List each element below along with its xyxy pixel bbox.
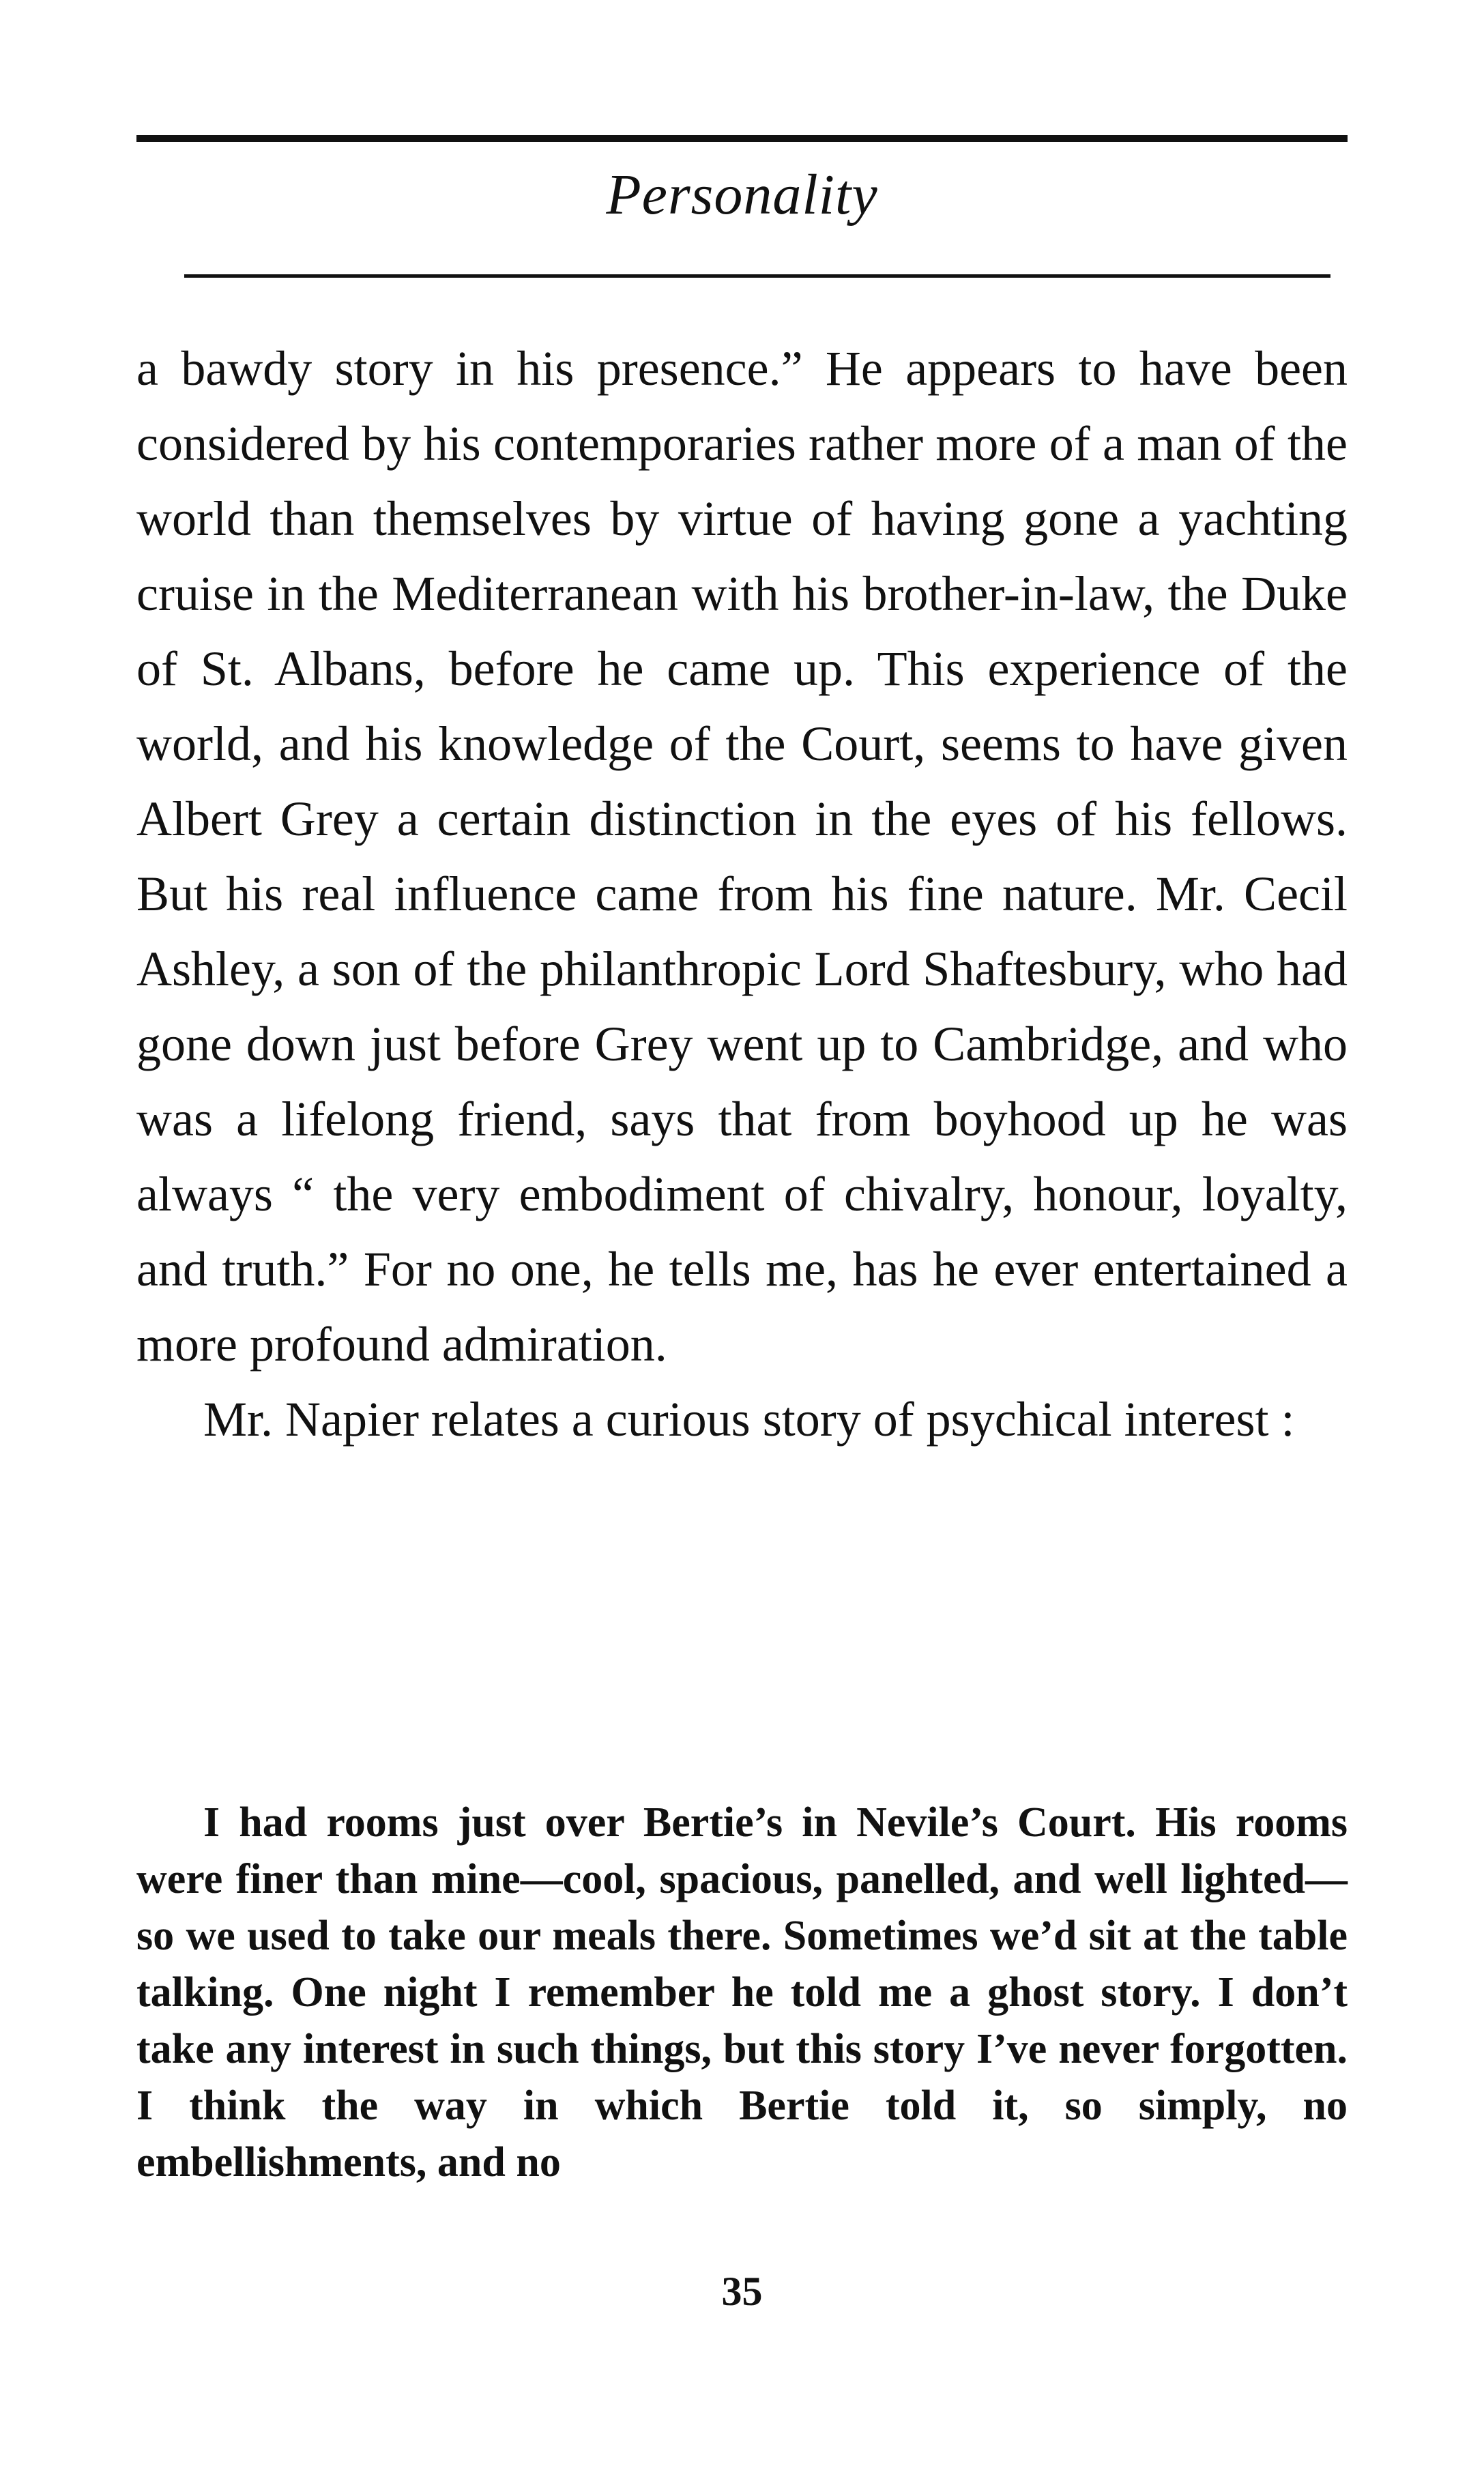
header-rule-bottom — [184, 274, 1330, 278]
body-paragraph: a bawdy story in his presence.” He appears to have been considered by his contemporaries rather more of a man of the world than themselves by virtue of having gone a yachting cruise in the Mediterranean with his brother-in-law, the Duke of St. Albans, before he came up. This experience of the world, and his knowledge of the Court, seems to have given Albert Grey a certain distinction in the eyes of his fellows. But his real influence came from his fine nature. Mr. Cecil Ashley, a son of the philanthropic Lord Shaftesbury, who had gone down just before Grey went up to Cambridge, and who was a lifelong friend, says that from boyhood up he was always “ the very embodiment of chivalry, honour, loyalty, and truth.” For no one, he tells me, has he ever entertained a more profound admiration. — [136, 341, 1348, 1372]
main-text — [136, 331, 1348, 1457]
quotation-text: I had rooms just over Bertie’s in Nevile’s Court. His rooms were finer than mine—cool, spacious, panelled, and well lighted—so we used to take our meals there. Sometimes we’d sit at the table talking. One night I remember he told me a ghost story. I don’t take any interest in such things, but this story I’ve never forgotten. I think the way in which Bertie told it, so simply, no embellishments, and no — [136, 1799, 1348, 2186]
body-paragraph: Mr. Napier relates a curious story of psychical interest : — [203, 1392, 1295, 1447]
header-rule-top — [136, 135, 1348, 142]
block-quotation — [136, 1795, 1348, 2191]
running-title: Personality — [606, 163, 878, 227]
page-number: 35 — [721, 2269, 763, 2314]
